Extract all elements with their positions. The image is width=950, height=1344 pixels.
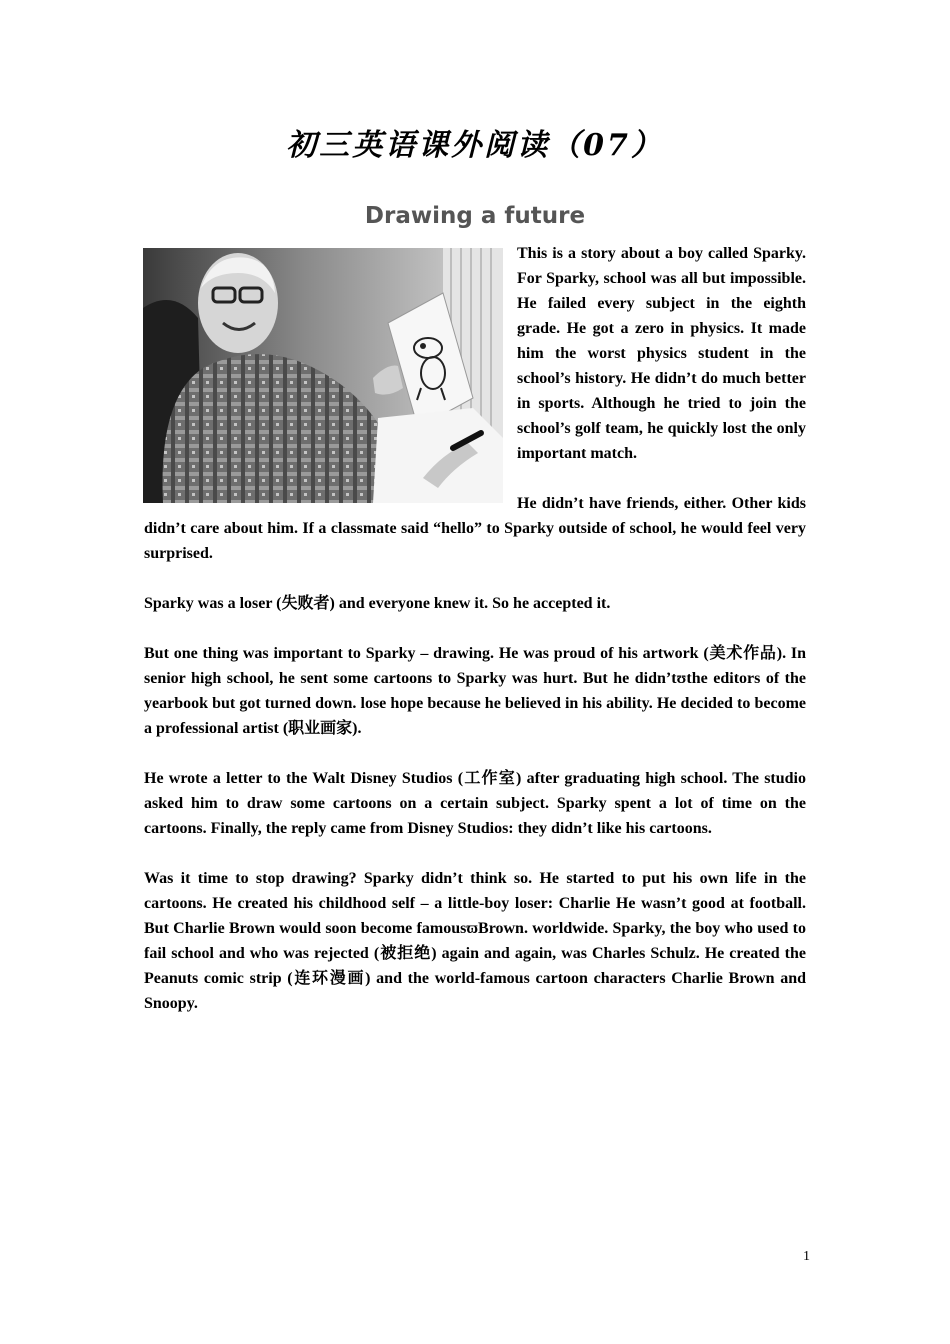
paragraph-5: He wrote a letter to the Walt Disney Studios (工作室) after graduating high school. The studio asked him to draw some cartoons on a certain subject. Sparky spent a lot of time on the cartoons. Finally, the reply came from Disney Studios: they didn’t like his cartoons.	[144, 770, 806, 837]
article-title: Drawing a future	[364, 203, 586, 229]
document-title: 初三英语课外阅读（07）	[286, 128, 664, 163]
photo-illustration	[143, 248, 503, 503]
paragraph-2: He didn’t have friends, either. Other kids didn’t care about him. If a classmate said “hello” to Sparky outside of school, he would feel very surprised.	[144, 495, 806, 562]
paragraph-6: Was it time to stop drawing? Sparky didn’t think so. He started to put his own life in the cartoons. He created his childhood self – a little-boy loser: Charlie He wasn’t good at football. But Charlie Brown would soon become famousϖBrown. worldwide. Sparky, the boy who used to fail school and who was rejected (被拒绝) again and again, was Charles Schulz. He created the Peanuts comic strip (连环漫画) and the world-famous cartoon characters Charlie Brown and Snoopy.	[144, 870, 806, 1012]
paragraph-4: But one thing was important to Sparky – drawing. He was proud of his artwork (美术作品). In senior high school, he sent some cartoons to Sparky was hurt. But he didn’tʊthe editors of the yearbook but got turned down. lose hope because he believed in his ability. He decided to become a professional artist (职业画家).	[144, 645, 806, 737]
paragraph-1: This is a story about a boy called Sparky. For Sparky, school was all but impossible. He failed every subject in the eighth grade. He got a zero in physics. It made him the worst physics student in the school’s history. He didn’t do much better in sports. Although he tried to join the school’s golf team, he quickly lost the only important match.	[517, 245, 806, 462]
article-body	[144, 241, 806, 1041]
page-number: 1	[803, 1249, 810, 1264]
paragraph-3: Sparky was a loser (失败者) and everyone knew it. So he accepted it.	[144, 595, 611, 612]
photo-man-holding-snoopy-drawing	[143, 248, 503, 503]
